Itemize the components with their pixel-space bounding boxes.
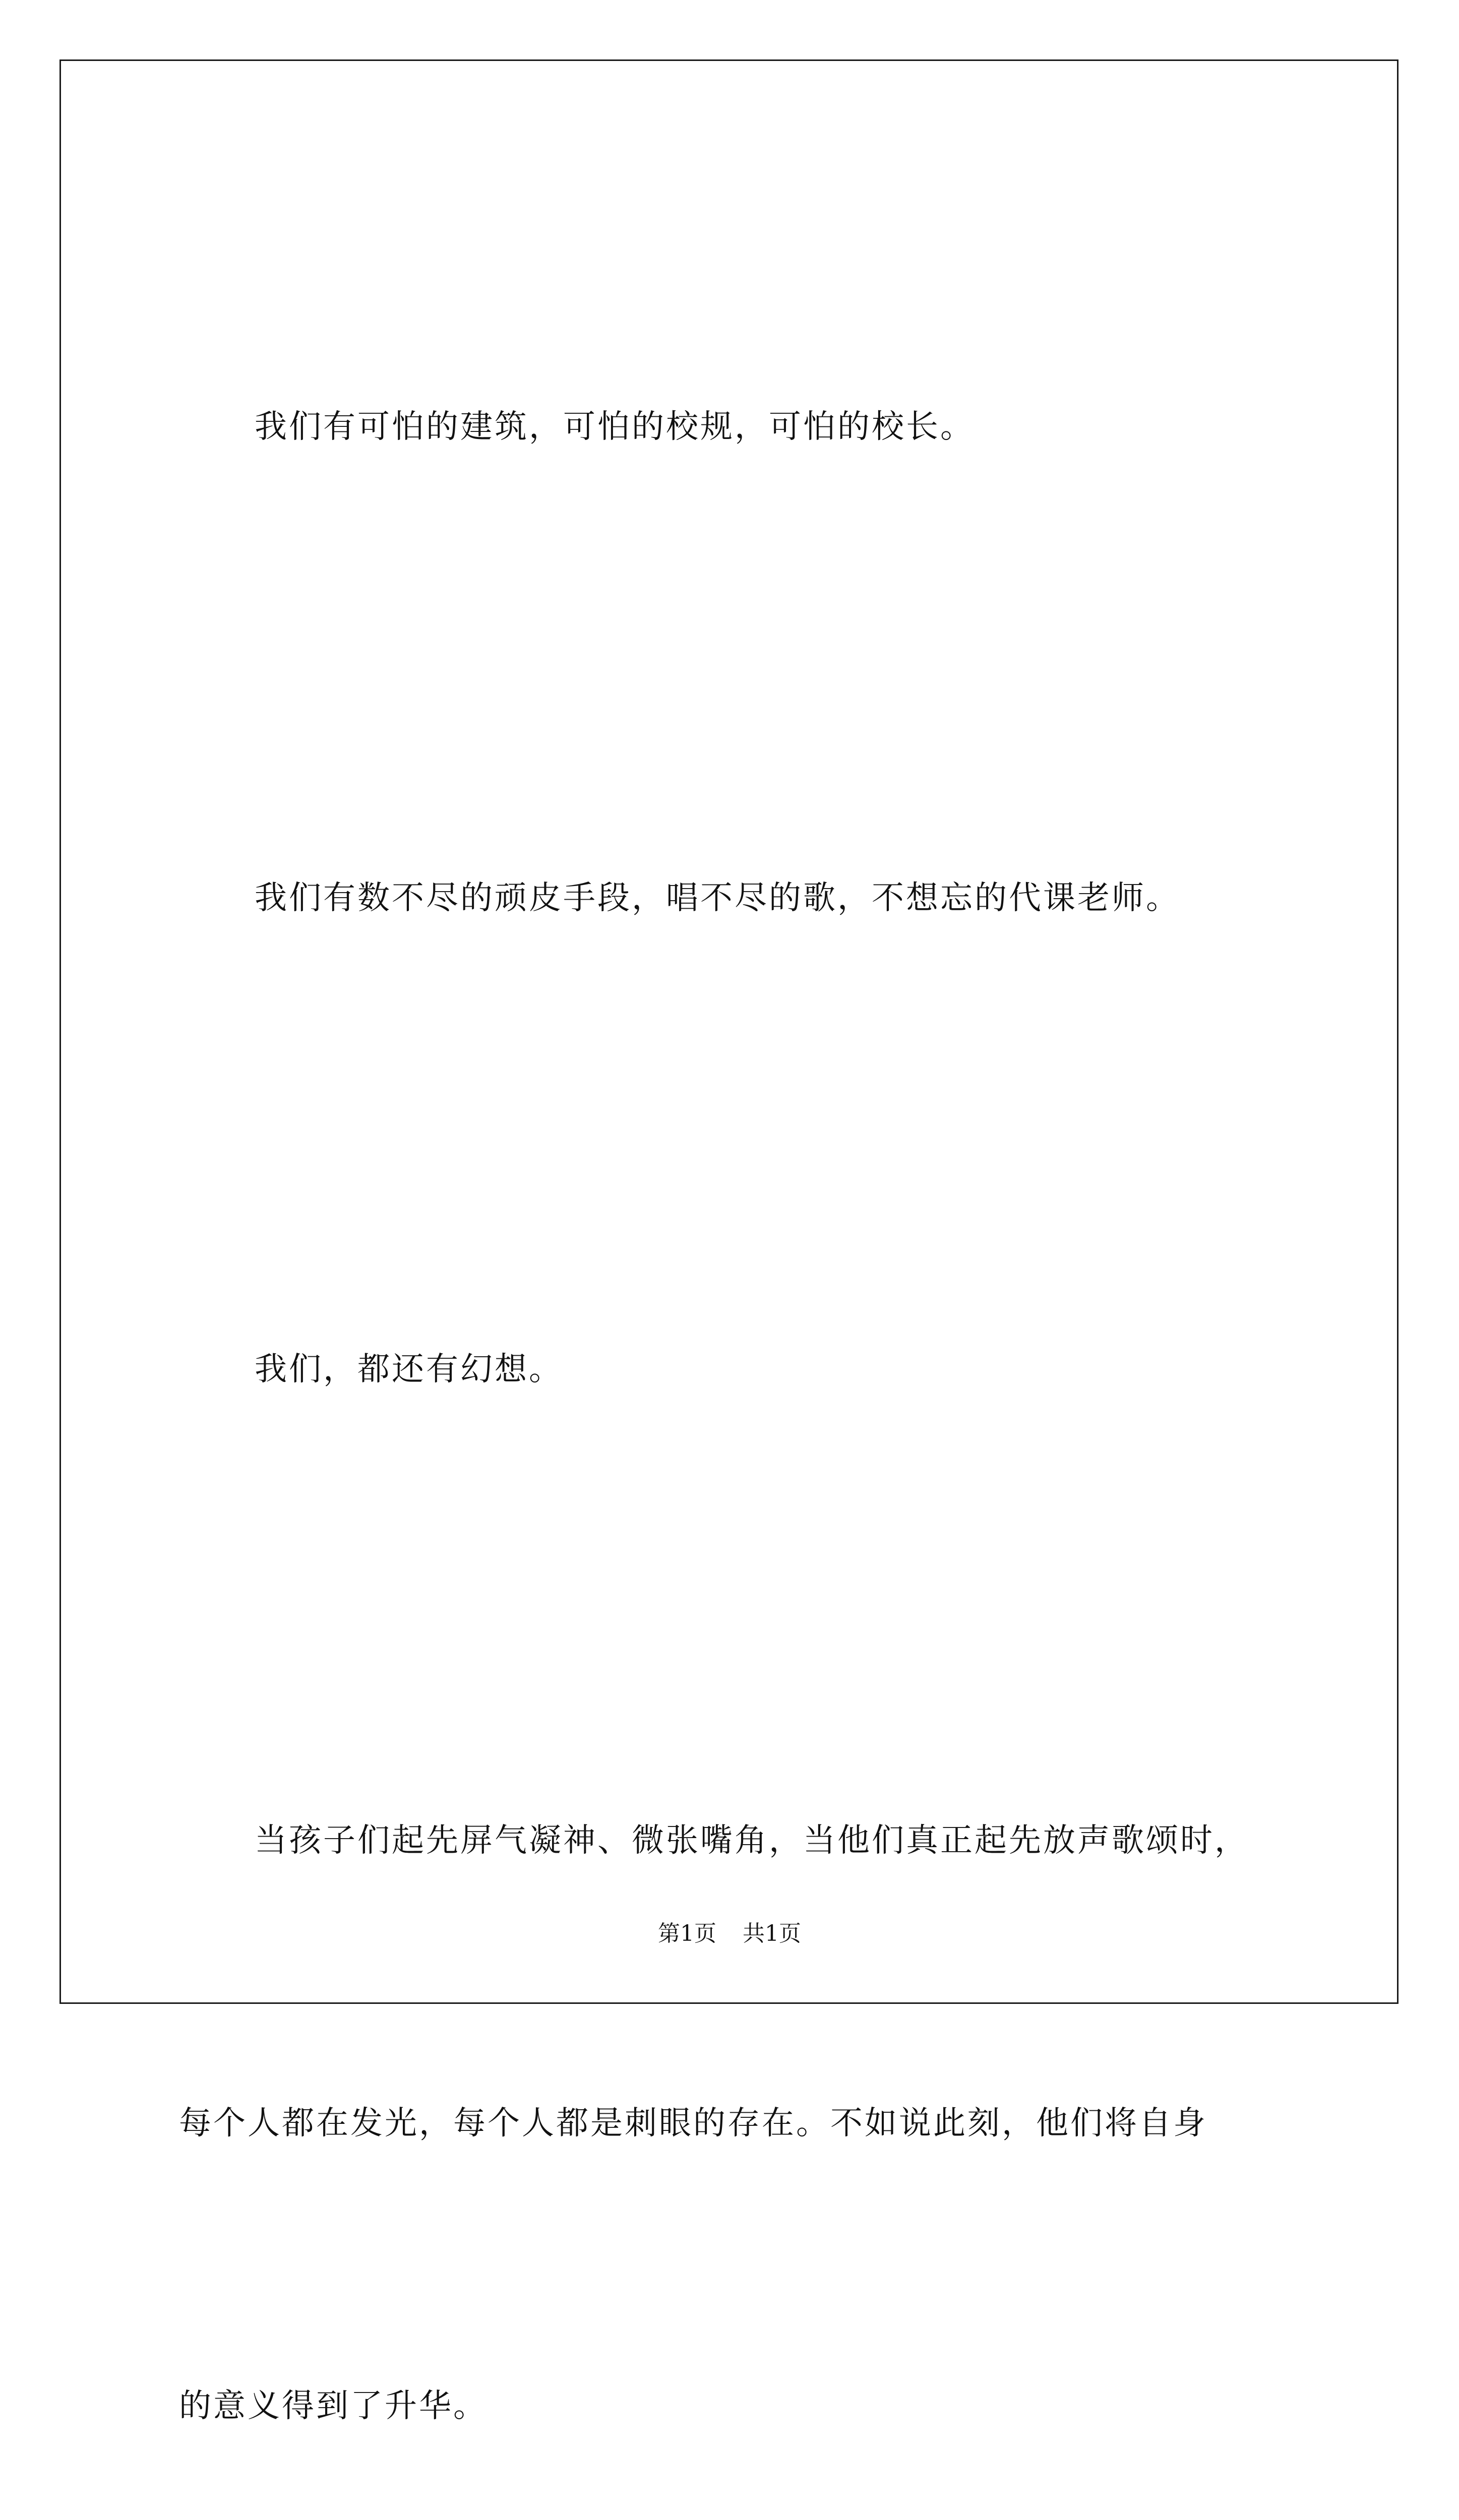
document-body [179, 192, 1288, 2520]
page-number: 第1页 [658, 1921, 716, 1946]
paragraph-line: 我们有可怕的建筑，可怕的校规，可怕的校长。 [255, 408, 975, 446]
paragraph-1 [179, 192, 1288, 663]
paragraph-line: 当孩子们起先屏气凝神、微张嘴角，当他们真正起先放声歌颂时， [255, 1822, 1249, 1859]
paragraph-2 [179, 663, 1288, 1134]
paragraph-line: 我们，都还有幻想。 [255, 1351, 563, 1388]
paragraph-line: 的意义得到了升华。 [179, 2387, 488, 2425]
paragraph-line: 我们有数不尽的顽皮手段，唱不尽的歌，不想忘的代课老师。 [255, 879, 1180, 917]
paragraph-line: 每个人都在发光，每个人都是刺眼的存在。不如说此刻，他们将自身 [179, 2105, 1207, 2142]
page-footer [0, 1915, 1459, 1947]
paragraph-3 [179, 1134, 1288, 1605]
page-total: 共1页 [743, 1921, 801, 1946]
